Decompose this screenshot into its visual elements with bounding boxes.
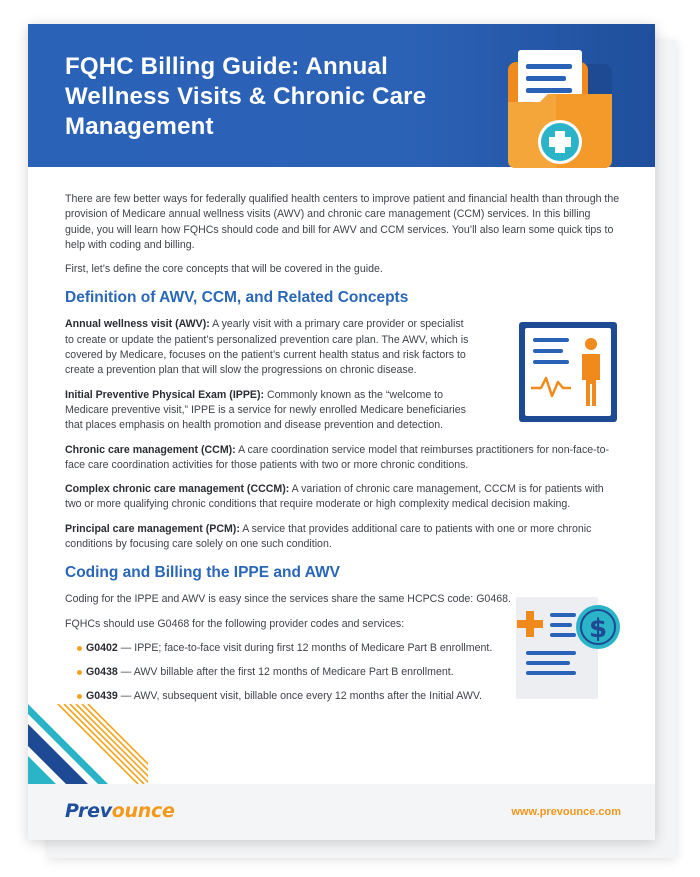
coding-paragraph-2: FQHCs should use G0468 for the following provider codes and services: <box>65 617 405 630</box>
definition-ccm <box>65 443 621 474</box>
header-banner <box>28 24 655 167</box>
website-link[interactable]: www.prevounce.com <box>511 806 621 818</box>
svg-text:$: $ <box>588 614 608 644</box>
definition-awv <box>65 317 470 378</box>
patient-chart-icon <box>519 322 617 422</box>
code-description: — IPPE; face-to-face visit during first 12 months of Medicare Part B enrollment. <box>117 641 493 654</box>
definition-term: Principal care management (PCM): <box>65 522 240 535</box>
definition-term: Initial Preventive Physical Exam (IPPE): <box>65 388 265 401</box>
decorative-stripes <box>28 704 148 784</box>
definition-term: Annual wellness visit (AWV): <box>65 318 210 331</box>
bullet-icon <box>77 670 82 675</box>
bullet-icon <box>77 646 82 651</box>
prevounce-logo <box>65 800 185 824</box>
definition-text: Commonly known as the “welcome to Medicare preventive visit,” IPPE is a service for newly enrolled Medicare beneficiaries that places emphasis on health promotion and disease prevention and detection. <box>65 388 466 432</box>
intro-paragraph: There are few better ways for federally qualified health centers to improve patient and financial health than through the provision of Medicare annual wellness visits (AWV) and chronic care management (CCM) services. In this billing guide, you will learn how FQHCs should code and bill for AWV and CCM services. You’ll also learn some quick tips to help with coding and billing. <box>65 193 620 251</box>
document-page <box>28 24 655 840</box>
coding-paragraph: Coding for the IPPE and AWV is easy since the services share the same HCPCS code: G0468. <box>65 593 511 606</box>
section-heading-coding: Coding and Billing the IPPE and AWV <box>65 564 340 582</box>
definition-term: Chronic care management (CCM): <box>65 443 236 456</box>
bullet-icon <box>77 694 82 699</box>
medical-folder-icon <box>496 42 616 172</box>
definition-cccm <box>65 482 621 513</box>
code-label: G0402 <box>86 641 118 654</box>
definition-pcm <box>65 522 621 553</box>
definition-text: A care coordination service model that reimburses practitioners for non-face-to-face care coordination activities for those patients with two or more chronic conditions. <box>65 443 610 471</box>
logo-text-main: Prev <box>65 800 112 822</box>
code-label: G0438 <box>86 665 118 678</box>
code-description: — AWV, subsequent visit, billable once every 12 months after the Initial AWV. <box>117 689 482 702</box>
page-title: FQHC Billing Guide: Annual Wellness Visits & Chronic Care Management <box>65 53 427 140</box>
intro-paragraph-2: First, let’s define the core concepts that will be covered in the guide. <box>65 263 383 276</box>
definition-ippe <box>65 388 470 434</box>
code-description: — AWV billable after the first 12 months of Medicare Part B enrollment. <box>117 665 454 678</box>
billing-document-icon <box>516 597 622 699</box>
logo-text-accent: ounce <box>111 800 175 822</box>
section-heading-definitions: Definition of AWV, CCM, and Related Concepts <box>65 289 409 307</box>
definition-text: A yearly visit with a primary care provider or specialist to create or update the patient’s personalized prevention care plan. The AWV, which is covered by Medicare, focuses on the patient’s current health status and risk factors to create a prevention plan that will slow the progressions on chronic disease. <box>65 318 469 377</box>
definition-term: Complex chronic care management (CCCM): <box>65 483 290 496</box>
definition-text: A service that provides additional care to patients with one or more chronic conditions by focusing care solely on one such condition. <box>65 522 592 551</box>
footer <box>28 784 655 840</box>
definition-text: A variation of chronic care management, CCCM is for patients with two or more qualifying chronic conditions that require moderate or high complexity medical decision making. <box>65 483 604 511</box>
code-label: G0439 <box>86 689 118 702</box>
